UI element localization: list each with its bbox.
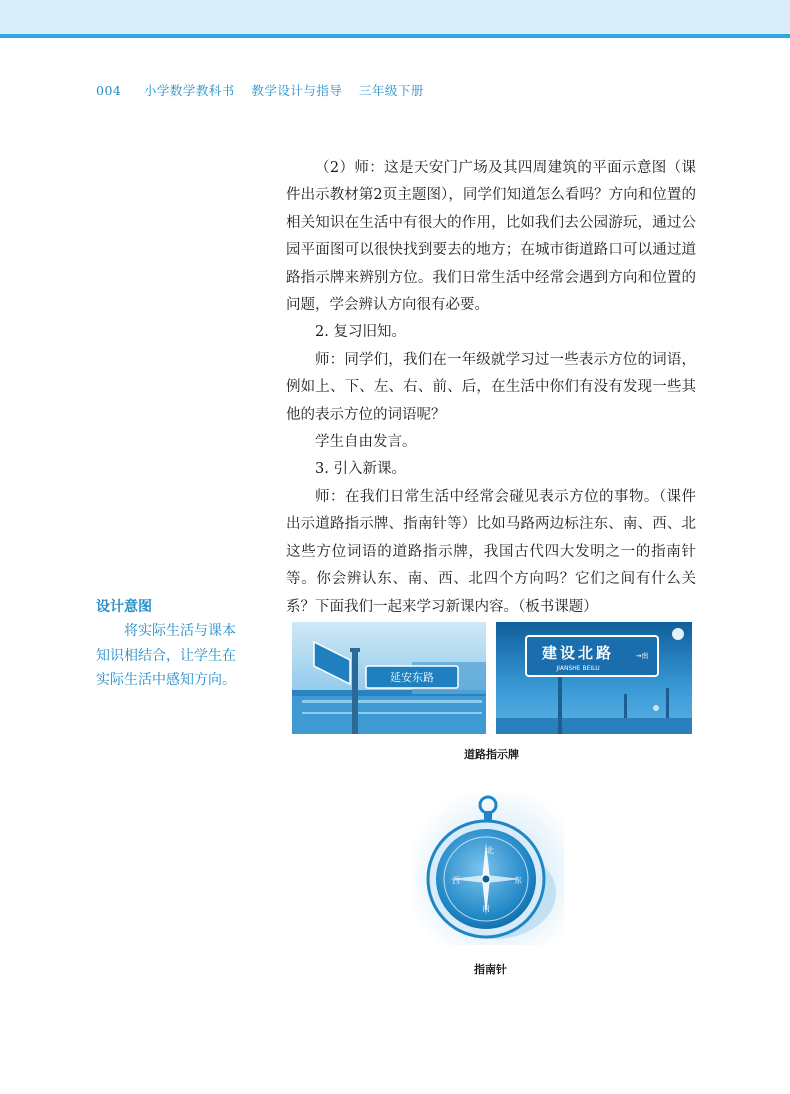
paragraph: 2. 复习旧知。: [315, 324, 406, 341]
compass-south-mark: 南: [482, 904, 490, 913]
road-sign-2-pinyin: JIANSHE BEILU: [556, 665, 600, 672]
page-number: 004: [96, 83, 122, 98]
road-sign-1-text: 延安东路: [390, 671, 434, 684]
compass-east-mark: 东: [514, 876, 522, 885]
sidebar-text: 将实际生活与课本知识相结合，让学生在实际生活中感知方向。: [96, 623, 236, 688]
paragraph: 学生自由发言。: [315, 434, 417, 451]
paragraph: 师：在我们日常生活中经常会碰见表示方位的事物。（课件出示道路指示牌、指南针等）比如马路两边标注东、南、西、北这些方位词语的道路指示牌，我国古代四大发明之一的指南针等。你会辨认东、南、西、北四个方向吗？它们之间有什么关系？下面我们一起来学习新课内容。（板书课题）: [286, 488, 696, 615]
road-sign-photo-1: [292, 622, 486, 734]
road-sign-caption: 道路指示牌: [464, 748, 519, 761]
header-band: [0, 0, 790, 34]
grade-label: 三年级下册: [358, 83, 424, 98]
sidebar-title: 设计意图: [96, 599, 152, 615]
road-sign-2-arrow: →南: [635, 652, 649, 660]
road-sign-photo-2: [496, 622, 692, 734]
road-sign-2-cn: 建设北路: [541, 644, 615, 662]
design-intent-sidebar: [96, 596, 236, 693]
compass-north-mark: 北: [486, 846, 494, 855]
header-rule: [0, 34, 790, 38]
paragraph: 3. 引入新课。: [315, 461, 406, 478]
book-subtitle: 教学设计与指导: [251, 83, 343, 98]
running-head: [96, 81, 424, 99]
book-title: 小学数学教科书: [143, 83, 235, 98]
compass-photo: [412, 793, 564, 945]
paragraph: （2）师：这是天安门广场及其四周建筑的平面示意图（课件出示教材第2页主题图），同学们知道怎么看吗？方向和位置的相关知识在生活中有很大的作用，比如我们去公园游玩，通过公园平面图可以很快找到要去的地方；在城市街道路口可以通过道路指示牌来辨别方位。我们日常生活中经常会遇到方向和位置的问题，学会辨认方向很有必要。: [286, 160, 696, 314]
compass-caption: 指南针: [474, 963, 507, 976]
paragraph: 师：同学们，我们在一年级就学习过一些表示方位的词语，例如上、下、左、右、前、后，在生活中你们有没有发现一些其他的表示方位的词语呢？: [286, 351, 696, 423]
compass-west-mark: 西: [452, 876, 460, 885]
lesson-text: [286, 155, 696, 621]
